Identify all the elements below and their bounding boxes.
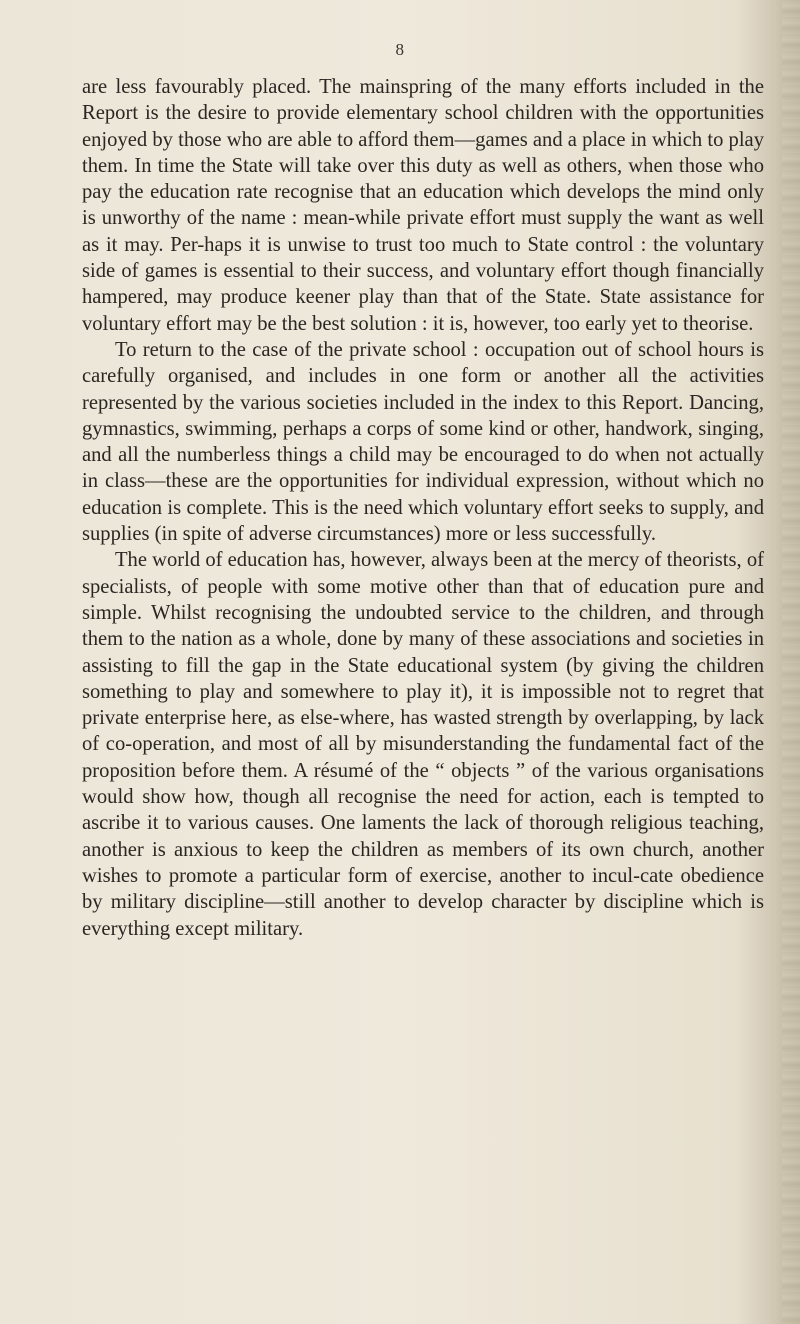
paragraph-2: To return to the case of the private school : occupation out of school hours is carefully organised, and includes in one form or another all the activities represented by the various societies included in the index to this Report. Dancing, gymnastics, swimming, perhaps a corps of some kind or other, handwork, singing, and all the numberless things a child may be encouraged to do when not actually in class—these are the opportunities for individual expression, without which no education is complete. This is the need which voluntary effort seeks to supply, and supplies (in spite of adverse circumstances) more or less successfully.: [82, 338, 764, 546]
paragraph-1: are less favourably placed. The mainspring of the many efforts included in the Report is the desire to provide elementary school children with the opportunities enjoyed by those who are able to afford them—games and a place in which to play them. In time the State will take over this duty as well as others, when those who pay the education rate recognise that an education which develops the mind only is unworthy of the name : mean-while private effort must supply the want as well as it may. Per-haps it is unwise to trust too much to State control : the voluntary side of games is essential to their success, and voluntary effort though financially hampered, may produce keener play than that of the State. State assistance for voluntary effort may be the best solution : it is, however, too early yet to theorise.: [82, 76, 764, 335]
page-edge-shadow: [782, 0, 800, 1324]
page-number: 8: [395, 40, 405, 59]
paragraph-3: The world of education has, however, always been at the mercy of theorists, of specialists, of people with some motive other than that of education pure and simple. Whilst recognising the undoubted service to the children, and through them to the nation as a whole, done by many of these associations and societies in assisting to fill the gap in the State educational system (by giving the children something to play and somewhere to play it), it is impossible not to regret that private enterprise here, as else-where, has wasted strength by overlapping, by lack of co-operation, and most of all by misunderstanding the fundamental fact of the proposition before them. A résumé of the “ objects ” of the various organisations would show how, though all recognise the need for action, each is tempted to ascribe it to various causes. One laments the lack of thorough religious teaching, another is anxious to keep the children as members of its own church, another wishes to promote a particular form of exercise, another to incul-cate obedience by military discipline—still another to develop character by discipline which is everything except military.: [82, 549, 764, 940]
body-text: [82, 74, 764, 942]
